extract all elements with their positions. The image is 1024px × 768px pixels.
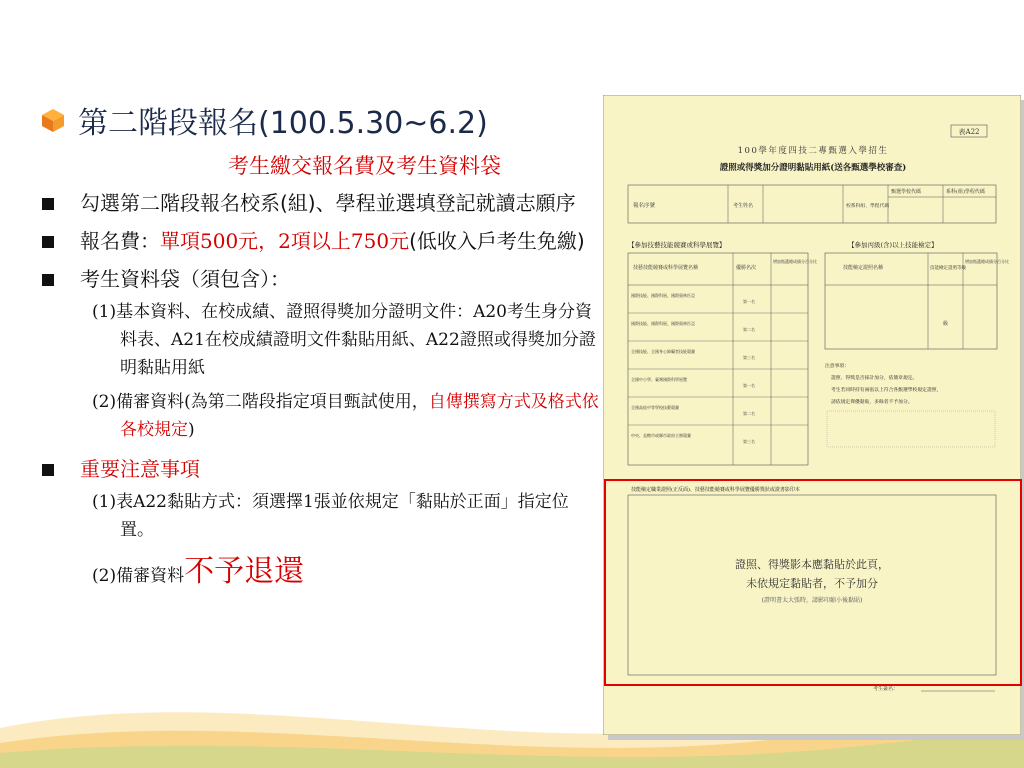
svg-text:第三名: 第三名 xyxy=(743,355,755,360)
svg-text:技能檢定證照名稱: 技能檢定證照名稱 xyxy=(843,265,884,271)
svg-text:(證明書太大張時，請影印縮小後黏貼): (證明書太大張時，請影印縮小後黏貼) xyxy=(761,597,863,604)
svg-text:增加甄選總成績分百分比: 增加甄選總成績分百分比 xyxy=(965,259,1009,264)
sub-item-paste-method: (1)表A22黏貼方式：須選擇1張並依規定「黏貼於正面」指定位置。 xyxy=(92,492,569,540)
svg-text:技藝技能競賽或科學展覽名稱: 技藝技能競賽或科學展覽名稱 xyxy=(633,265,699,271)
svg-text:國際技能、國際科展、國際奧林匹亞: 國際技能、國際科展、國際奧林匹亞 xyxy=(631,293,695,298)
svg-text:請依規定擇優黏貼，多餘者不予加分。: 請依規定擇優黏貼，多餘者不予加分。 xyxy=(831,400,913,405)
svg-text:考生簽名：: 考生簽名： xyxy=(873,686,899,692)
svg-text:校系科組、學程代碼: 校系科組、學程代碼 xyxy=(846,204,890,209)
svg-text:全國中小學、臺灣國際科學展覽: 全國中小學、臺灣國際科學展覽 xyxy=(631,377,687,382)
svg-text:增加甄選總成績分百分比: 增加甄選總成績分百分比 xyxy=(773,259,817,264)
svg-text:【參加技藝技能競賽或科學展覽】: 【參加技藝技能競賽或科學展覽】 xyxy=(628,241,726,249)
svg-text:優勝名次: 優勝名次 xyxy=(736,265,757,271)
svg-text:證照、得獎是否採計加分，依簡章規定。: 證照、得獎是否採計加分，依簡章規定。 xyxy=(831,376,918,381)
bullet-fee: 報名費：單項500元，2項以上750元(低收入戶考生免繳) xyxy=(40,226,600,256)
svg-text:全國高級中等學校技藝競賽: 全國高級中等學校技藝競賽 xyxy=(631,405,679,410)
svg-text:第二名: 第二名 xyxy=(743,411,755,416)
form-header-1: 100學年度四技二專甄選入學招生 xyxy=(737,146,889,156)
svg-text:第一名: 第一名 xyxy=(743,383,755,388)
sub-item-basic-docs: (1)基本資料、在校成績、證照得獎加分證明文件：A20考生身分資料表、A21在校成績證明文件黏貼用紙、A22證照或得獎加分證明黏貼用紙 xyxy=(92,302,596,378)
bullet-select-departments: 勾選第二階段報名校系(組)、學程並選填登記就讀志願序 xyxy=(40,188,600,218)
square-bullet-icon xyxy=(42,198,54,210)
slide-title xyxy=(40,98,488,142)
bullet-important-notes: 重要注意事項 xyxy=(40,454,600,484)
subtitle: 考生繳交報名費及考生資料袋 xyxy=(228,154,501,178)
square-bullet-icon xyxy=(42,236,54,248)
svg-text:技能檢定證照等級: 技能檢定證照等級 xyxy=(930,266,966,271)
svg-text:全國技能、全國身心障礙者技能競賽: 全國技能、全國身心障礙者技能競賽 xyxy=(631,349,695,354)
svg-text:國際技能、國際科展、國際奧林匹亞: 國際技能、國際科展、國際奧林匹亞 xyxy=(631,321,695,326)
title-text: 第二階段報名(100.5.30~6.2) xyxy=(78,106,488,141)
svg-text:中央、直轄市或縣市政府主辦競賽: 中央、直轄市或縣市政府主辦競賽 xyxy=(631,433,691,438)
bullet-documents: 考生資料袋（須包含）： xyxy=(40,264,600,294)
svg-text:注意事項：: 注意事項： xyxy=(825,364,849,369)
square-bullet-icon xyxy=(42,274,54,286)
cube-bullet-icon xyxy=(40,107,66,133)
svg-text:未依規定黏貼者，不予加分: 未依規定黏貼者，不予加分 xyxy=(746,577,878,590)
svg-text:級: 級 xyxy=(943,321,949,327)
form-tag: 表A22 xyxy=(958,128,980,136)
bullet-list xyxy=(40,188,600,596)
svg-text:技能檢定職業證照(正反面)、技藝技能競賽或科學展覽優勝獎狀或: 技能檢定職業證照(正反面)、技藝技能競賽或科學展覽優勝獎狀或證書影印本 xyxy=(631,487,800,493)
sub-item-review-docs: (2)備審資料(為第二階段指定項目甄試使用，自傳撰寫方式及格式依各校規定) xyxy=(92,392,599,440)
square-bullet-icon xyxy=(42,464,54,476)
svg-text:證照、得獎影本應黏貼於此頁，: 證照、得獎影本應黏貼於此頁， xyxy=(735,558,889,571)
sub-item-not-returned: (2)備審資料不予退還 xyxy=(92,554,305,589)
svg-text:考生若同時持有兩張以上符合各甄選學校規定證照，: 考生若同時持有兩張以上符合各甄選學校規定證照， xyxy=(831,388,942,393)
paste-area-highlight xyxy=(604,479,1022,686)
svg-text:系科(組)學程代碼: 系科(組)學程代碼 xyxy=(946,189,985,195)
form-header-2: 證照或得獎加分證明黏貼用紙(送各甄選學校審查) xyxy=(719,163,907,173)
svg-text:考生姓名: 考生姓名 xyxy=(733,203,754,209)
svg-text:第二名: 第二名 xyxy=(743,327,755,332)
svg-text:報名序號: 報名序號 xyxy=(633,203,656,209)
svg-text:【參加丙級(含)以上技能檢定】: 【參加丙級(含)以上技能檢定】 xyxy=(848,241,938,249)
svg-text:第一名: 第一名 xyxy=(743,299,755,304)
svg-text:第三名: 第三名 xyxy=(743,439,755,444)
svg-text:甄選學校代碼: 甄選學校代碼 xyxy=(891,189,922,195)
